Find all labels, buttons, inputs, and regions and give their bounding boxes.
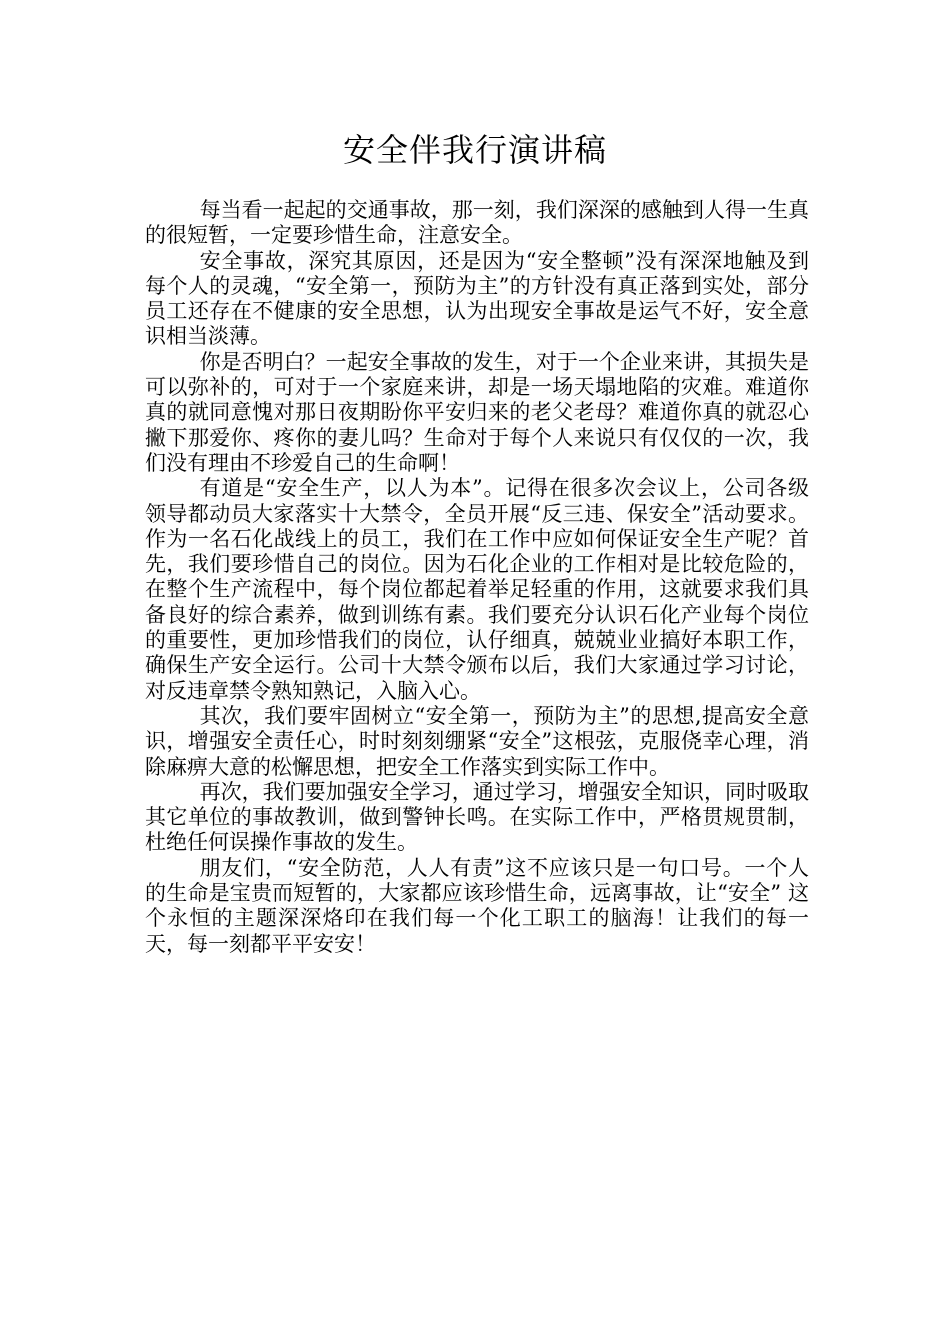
paragraph-1: 每当看一起起的交通事故，那一刻，我们深深的感触到人得一生真的很短暂，一定要珍惜生命，注意安全。	[145, 198, 809, 248]
paragraph-3: 你是否明白？一起安全事故的发生，对于一个企业来讲，其损失是可以弥补的，可对于一个家庭来讲，却是一场天塌地陷的灾难。难道你真的就同意愧对那日夜期盼你平安归来的老父老母？难道你真的就忍心撇下那爱你、疼你的妻儿吗？生命对于每个人来说只有仅仅的一次，我们没有理由不珍爱自己的生命啊！	[145, 349, 809, 475]
paragraph-4: 有道是“安全生产，以人为本”。记得在很多次会议上，公司各级领导都动员大家落实十大禁令，全员开展“反三违、保安全”活动要求。作为一名石化战线上的员工，我们在工作中应如何保证安全生产呢？首先，我们要珍惜自己的岗位。因为石化企业的工作相对是比较危险的，在整个生产流程中，每个岗位都起着举足轻重的作用，这就要求我们具备良好的综合素养，做到训练有素。我们要充分认识石化产业每个岗位的重要性，更加珍惜我们的岗位，认仔细真，兢兢业业搞好本职工作，确保生产安全运行。公司十大禁令颁布以后，我们大家通过学习讨论，对反违章禁令熟知熟记，入脑入心。	[145, 476, 809, 703]
document-body	[145, 198, 809, 957]
paragraph-6: 再次，我们要加强安全学习，通过学习，增强安全知识，同时吸取其它单位的事故教训，做到警钟长鸣。在实际工作中，严格贯规贯制，杜绝任何误操作事故的发生。	[145, 779, 809, 855]
paragraph-5: 其次，我们要牢固树立“安全第一，预防为主”的思想,提高安全意识，增强安全责任心，时时刻刻绷紧“安全”这根弦，克服侥幸心理，消除麻痹大意的松懈思想，把安全工作落实到实际工作中。	[145, 703, 809, 779]
paragraph-2: 安全事故，深究其原因，还是因为“安全整顿”没有深深地触及到每个人的灵魂，“安全第一，预防为主”的方针没有真正落到实处，部分员工还存在不健康的安全思想，认为出现安全事故是运气不好，安全意识相当淡薄。	[145, 248, 809, 349]
paragraph-7: 朋友们，“安全防范，人人有责”这不应该只是一句口号。一个人的生命是宝贵而短暂的，大家都应该珍惜生命，远离事故，让“安全” 这个永恒的主题深深烙印在我们每一个化工职工的脑海！让我们的每一天，每一刻都平平安安！	[145, 855, 809, 956]
document-title: 安全伴我行演讲稿	[342, 131, 607, 169]
